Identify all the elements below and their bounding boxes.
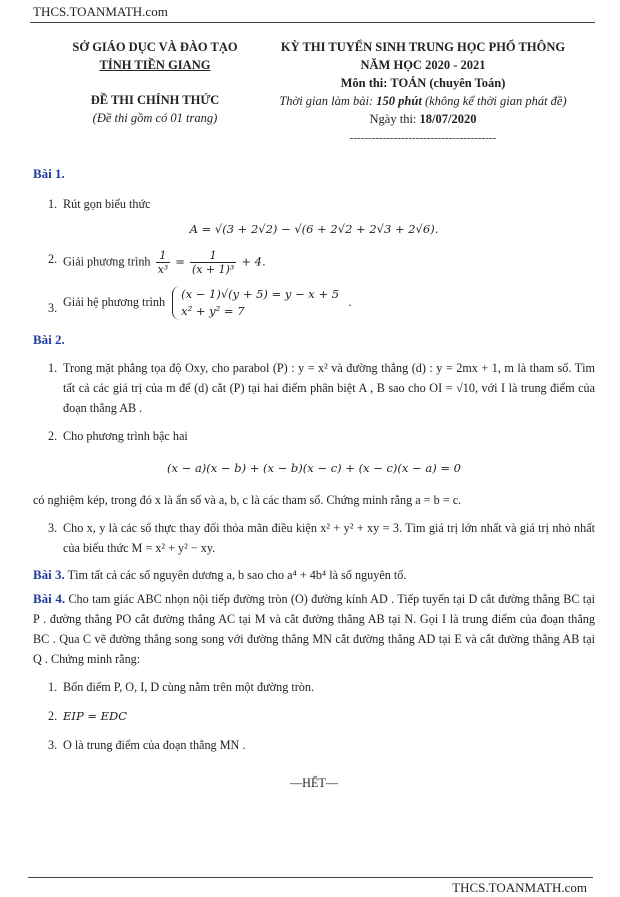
header-left — [40, 38, 270, 127]
official-label: ĐỀ THI CHÍNH THỨC — [90, 93, 220, 107]
bai4: Bài 4. Cho tam giác ABC nhọn nội tiếp đường tròn (O) đường kính AD . Tiếp tuyến tại D cắt đường thẳng BC tại P . đường thẳng PO cắt đường thẳng AC tại M và cắt đường thẳng AB tại N. Gọi I là trung điểm của đoạn thẳng BC . Qua C vẽ đường thẳng song song với đường thẳng MN cắt đường thẳng AD tại E và cắt đường thẳng AB tại Q . Chứng minh rằng: — [33, 591, 595, 666]
bai2-formula: (x − a)(x − b) + (x − b)(x − c) + (x − c)(x − a) = 0 — [167, 461, 461, 475]
fraction-1-over-x3: $\frac{1}{\text{x³}}$ — [157, 249, 169, 276]
subject: Môn thi: TOÁN (chuyên Toán) — [340, 76, 506, 90]
bai4-item1: 1. Bốn điểm P, O, I, D cùng nằm trên một đường tròn. — [48, 680, 315, 694]
bai4-item3: 3. O là trung điểm của đoạn thẳng MN . — [48, 738, 246, 752]
pages-note: (Đề thi gồm có 01 trang) — [92, 111, 218, 125]
bai1-formula: A = √(3 + 2√2) − √(6 + 2√2 + 2√3 + 2√6). — [189, 222, 439, 236]
bottom-rule — [28, 877, 593, 878]
bai2-title: Bài 2. — [33, 332, 65, 347]
bai2-item1: 1. Trong mặt phẳng tọa độ Oxy, cho parabol (P) : y = x² và đường thẳng (d) : y = 2mx + 1, m là tham số. Tìm tất cả các giá trị của m để (d) cắt (P) tại hai điểm phân biệt A , B sao cho OI = √10, với I là trung điểm của đoạn thẳng AB . — [48, 361, 595, 415]
date-value: 18/07/2020 — [419, 112, 477, 126]
bai3: Bài 3. Tìm tất cả các số nguyên dương a, b sao cho a⁴ + 4b⁴ là số nguyên tố. — [33, 567, 407, 582]
time-value: 150 phút — [376, 94, 422, 108]
top-rule — [30, 22, 595, 23]
bai2-item3: 3. Cho x, y là các số thực thay đổi thỏa mãn điều kiện x² + y² + xy = 3. Tìm giá trị lớn nhất và giá trị nhỏ nhất của biểu thức M = x² + y² − xy. — [48, 521, 595, 555]
exam-content — [33, 164, 595, 793]
equation-system: (x − 1)√(y + 5) = y − x + 5 x² + y² = 7 — [172, 286, 339, 320]
angle-equality: EIP = EDC — [63, 709, 128, 723]
school-year: NĂM HỌC 2020 - 2021 — [360, 58, 486, 72]
bai1-item3: 3. Giải hệ phương trình (x − 1)√(y + 5) = y − x + 5 x² + y² = 7 . — [48, 287, 352, 318]
bai1-title: Bài 1. — [33, 166, 65, 181]
site-header-link: THCS.TOANMATH.com — [33, 4, 168, 19]
province-name: TỈNH TIỀN GIANG — [99, 58, 211, 72]
site-footer-link: THCS.TOANMATH.com — [452, 880, 587, 895]
bai2-item2-after: có nghiệm kép, trong đó x là ẩn số và a, b, c là các tham số. Chứng minh rằng a = b = c. — [33, 493, 462, 507]
bai1-item1: 1. Rút gọn biểu thức — [48, 197, 151, 211]
bai1-item1-text: Rút gọn biểu thức — [63, 197, 151, 211]
time-limit: Thời gian làm bài: 150 phút (không kể thời gian phát đề) — [279, 94, 567, 108]
bai4-title: Bài 4. — [33, 591, 66, 606]
dashed-rule: ---------------------------------------- — [349, 132, 497, 144]
department-name: SỞ GIÁO DỤC VÀ ĐÀO TẠO — [72, 40, 238, 54]
bai1-item2: 2. Giải phương trình $\frac{1}{\text{x³}}$ = $\frac{1}{\text{(x + 1)³}}$ + 4. — [48, 249, 266, 276]
bai3-title: Bài 3. — [33, 567, 65, 582]
end-marker: —HẾT— — [289, 776, 339, 790]
exam-date: Ngày thi: 18/07/2020 — [369, 112, 477, 126]
exam-title: KỲ THI TUYỂN SINH TRUNG HỌC PHỔ THÔNG — [280, 40, 566, 54]
bai4-item2: 2. EIP = EDC — [48, 709, 128, 723]
fraction-1-over-x1-cubed: $\frac{1}{\text{(x + 1)³}}$ — [191, 249, 235, 276]
bai2-item2: 2. Cho phương trình bậc hai — [48, 429, 188, 443]
header-right — [258, 38, 588, 147]
